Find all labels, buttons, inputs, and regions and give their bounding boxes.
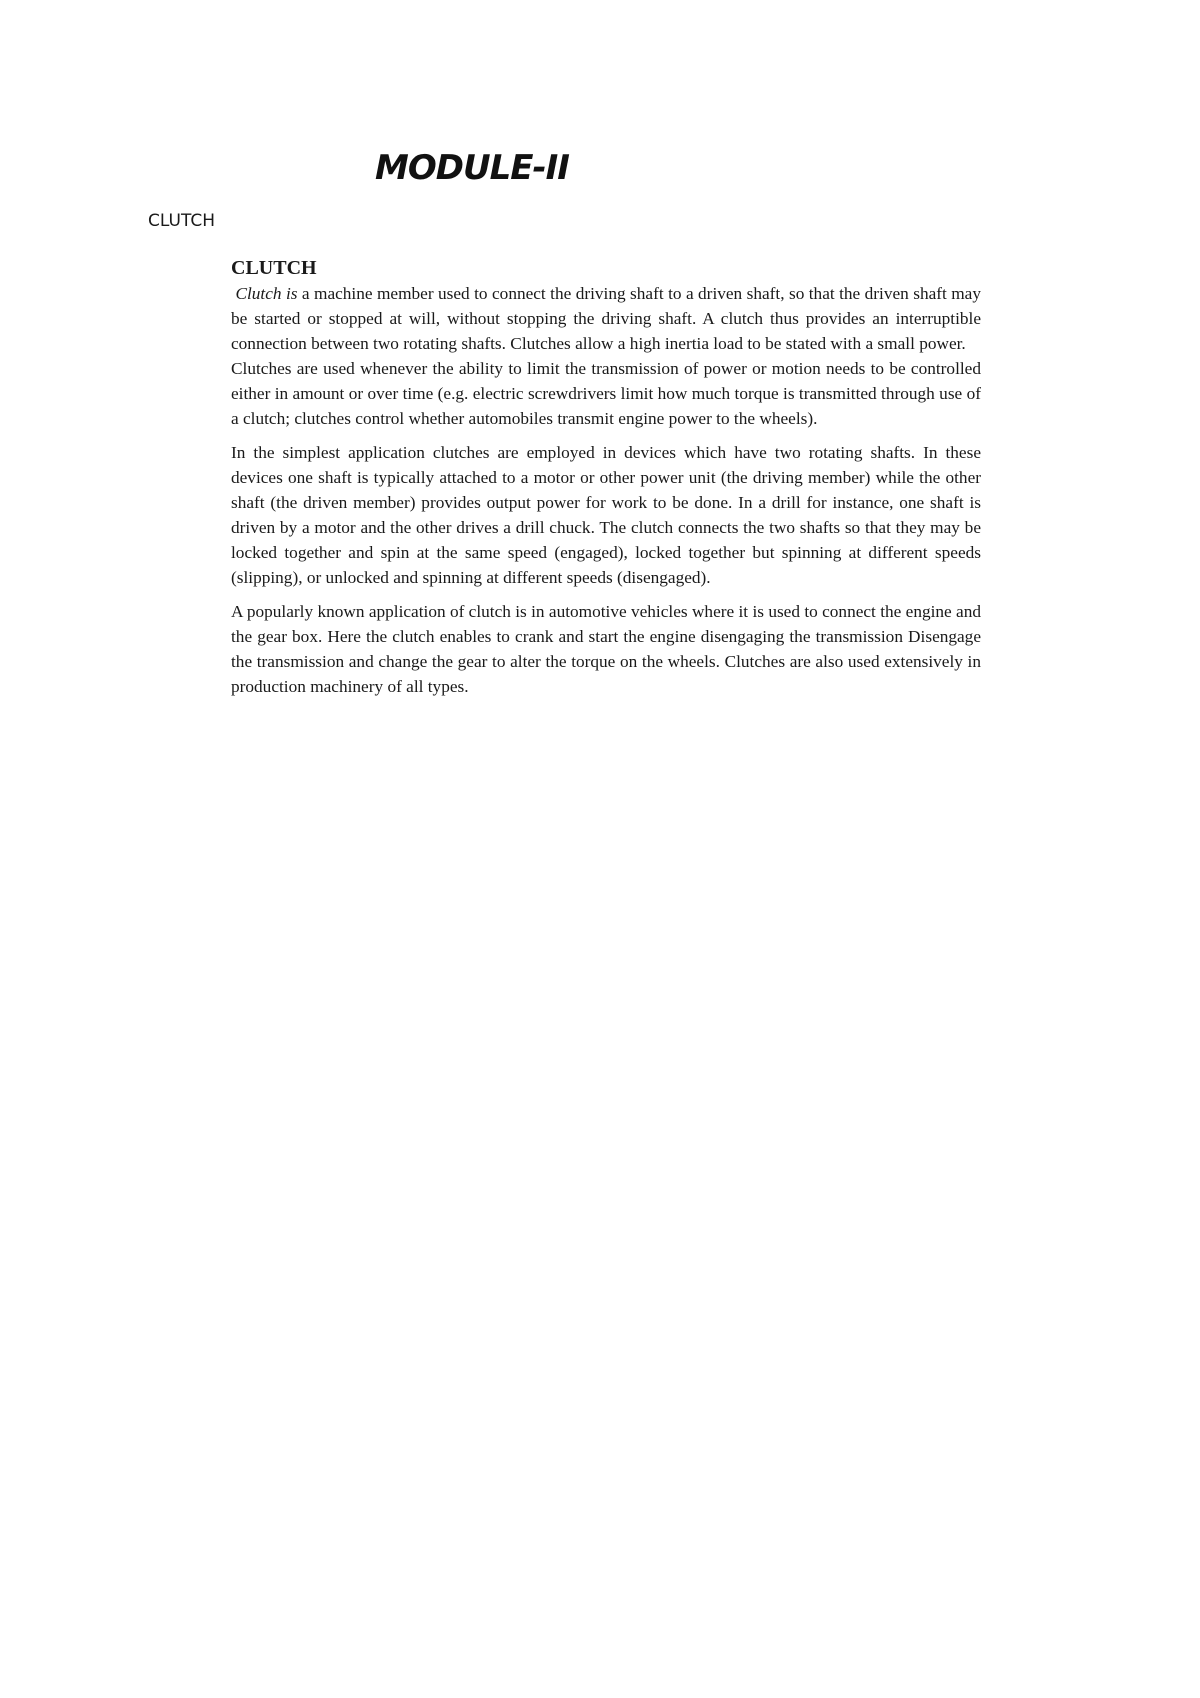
module-title: MODULE-II bbox=[375, 148, 569, 188]
section-label: CLUTCH bbox=[148, 211, 215, 231]
definition-term: Clutch is bbox=[235, 284, 298, 303]
clutch-content bbox=[231, 255, 981, 699]
paragraph-application: In the simplest application clutches are employed in devices which have two rotating shafts. In these devices one shaft is typically attached to a motor or other power unit (the driving member) while the other shaft (the driven member) provides output power for work to be done. In a drill for instance, one shaft is driven by a motor and the other drives a drill chuck. The clutch connects the two shafts so that they may be locked together and spin at the same speed (engaged), locked together but spinning at different speeds (slipping), or unlocked and spinning at different speeds (disengaged). bbox=[231, 443, 981, 587]
clutch-heading: CLUTCH bbox=[231, 257, 317, 279]
paragraph-automotive: A popularly known application of clutch is in automotive vehicles where it is used to connect the engine and the gear box. Here the clutch enables to crank and start the engine disengaging the transmission Disengage the transmission and change the gear to alter the torque on the wheels. Clutches are also used extensively in production machinery of all types. bbox=[231, 602, 981, 696]
paragraph-usage: Clutches are used whenever the ability to limit the transmission of power or motion needs to be controlled either in amount or over time (e.g. electric screwdrivers limit how much torque is transmitted through use of a clutch; clutches control whether automobiles transmit engine power to the wheels). bbox=[231, 359, 981, 428]
paragraph-definition bbox=[231, 281, 981, 356]
definition-text: a machine member used to connect the driving shaft to a driven shaft, so that the driven shaft may be started or stopped at will, without stopping the driving shaft. A clutch thus provides an interruptible connection between two rotating shafts. Clutches allow a high inertia load to be stated with a small power. bbox=[231, 284, 981, 353]
